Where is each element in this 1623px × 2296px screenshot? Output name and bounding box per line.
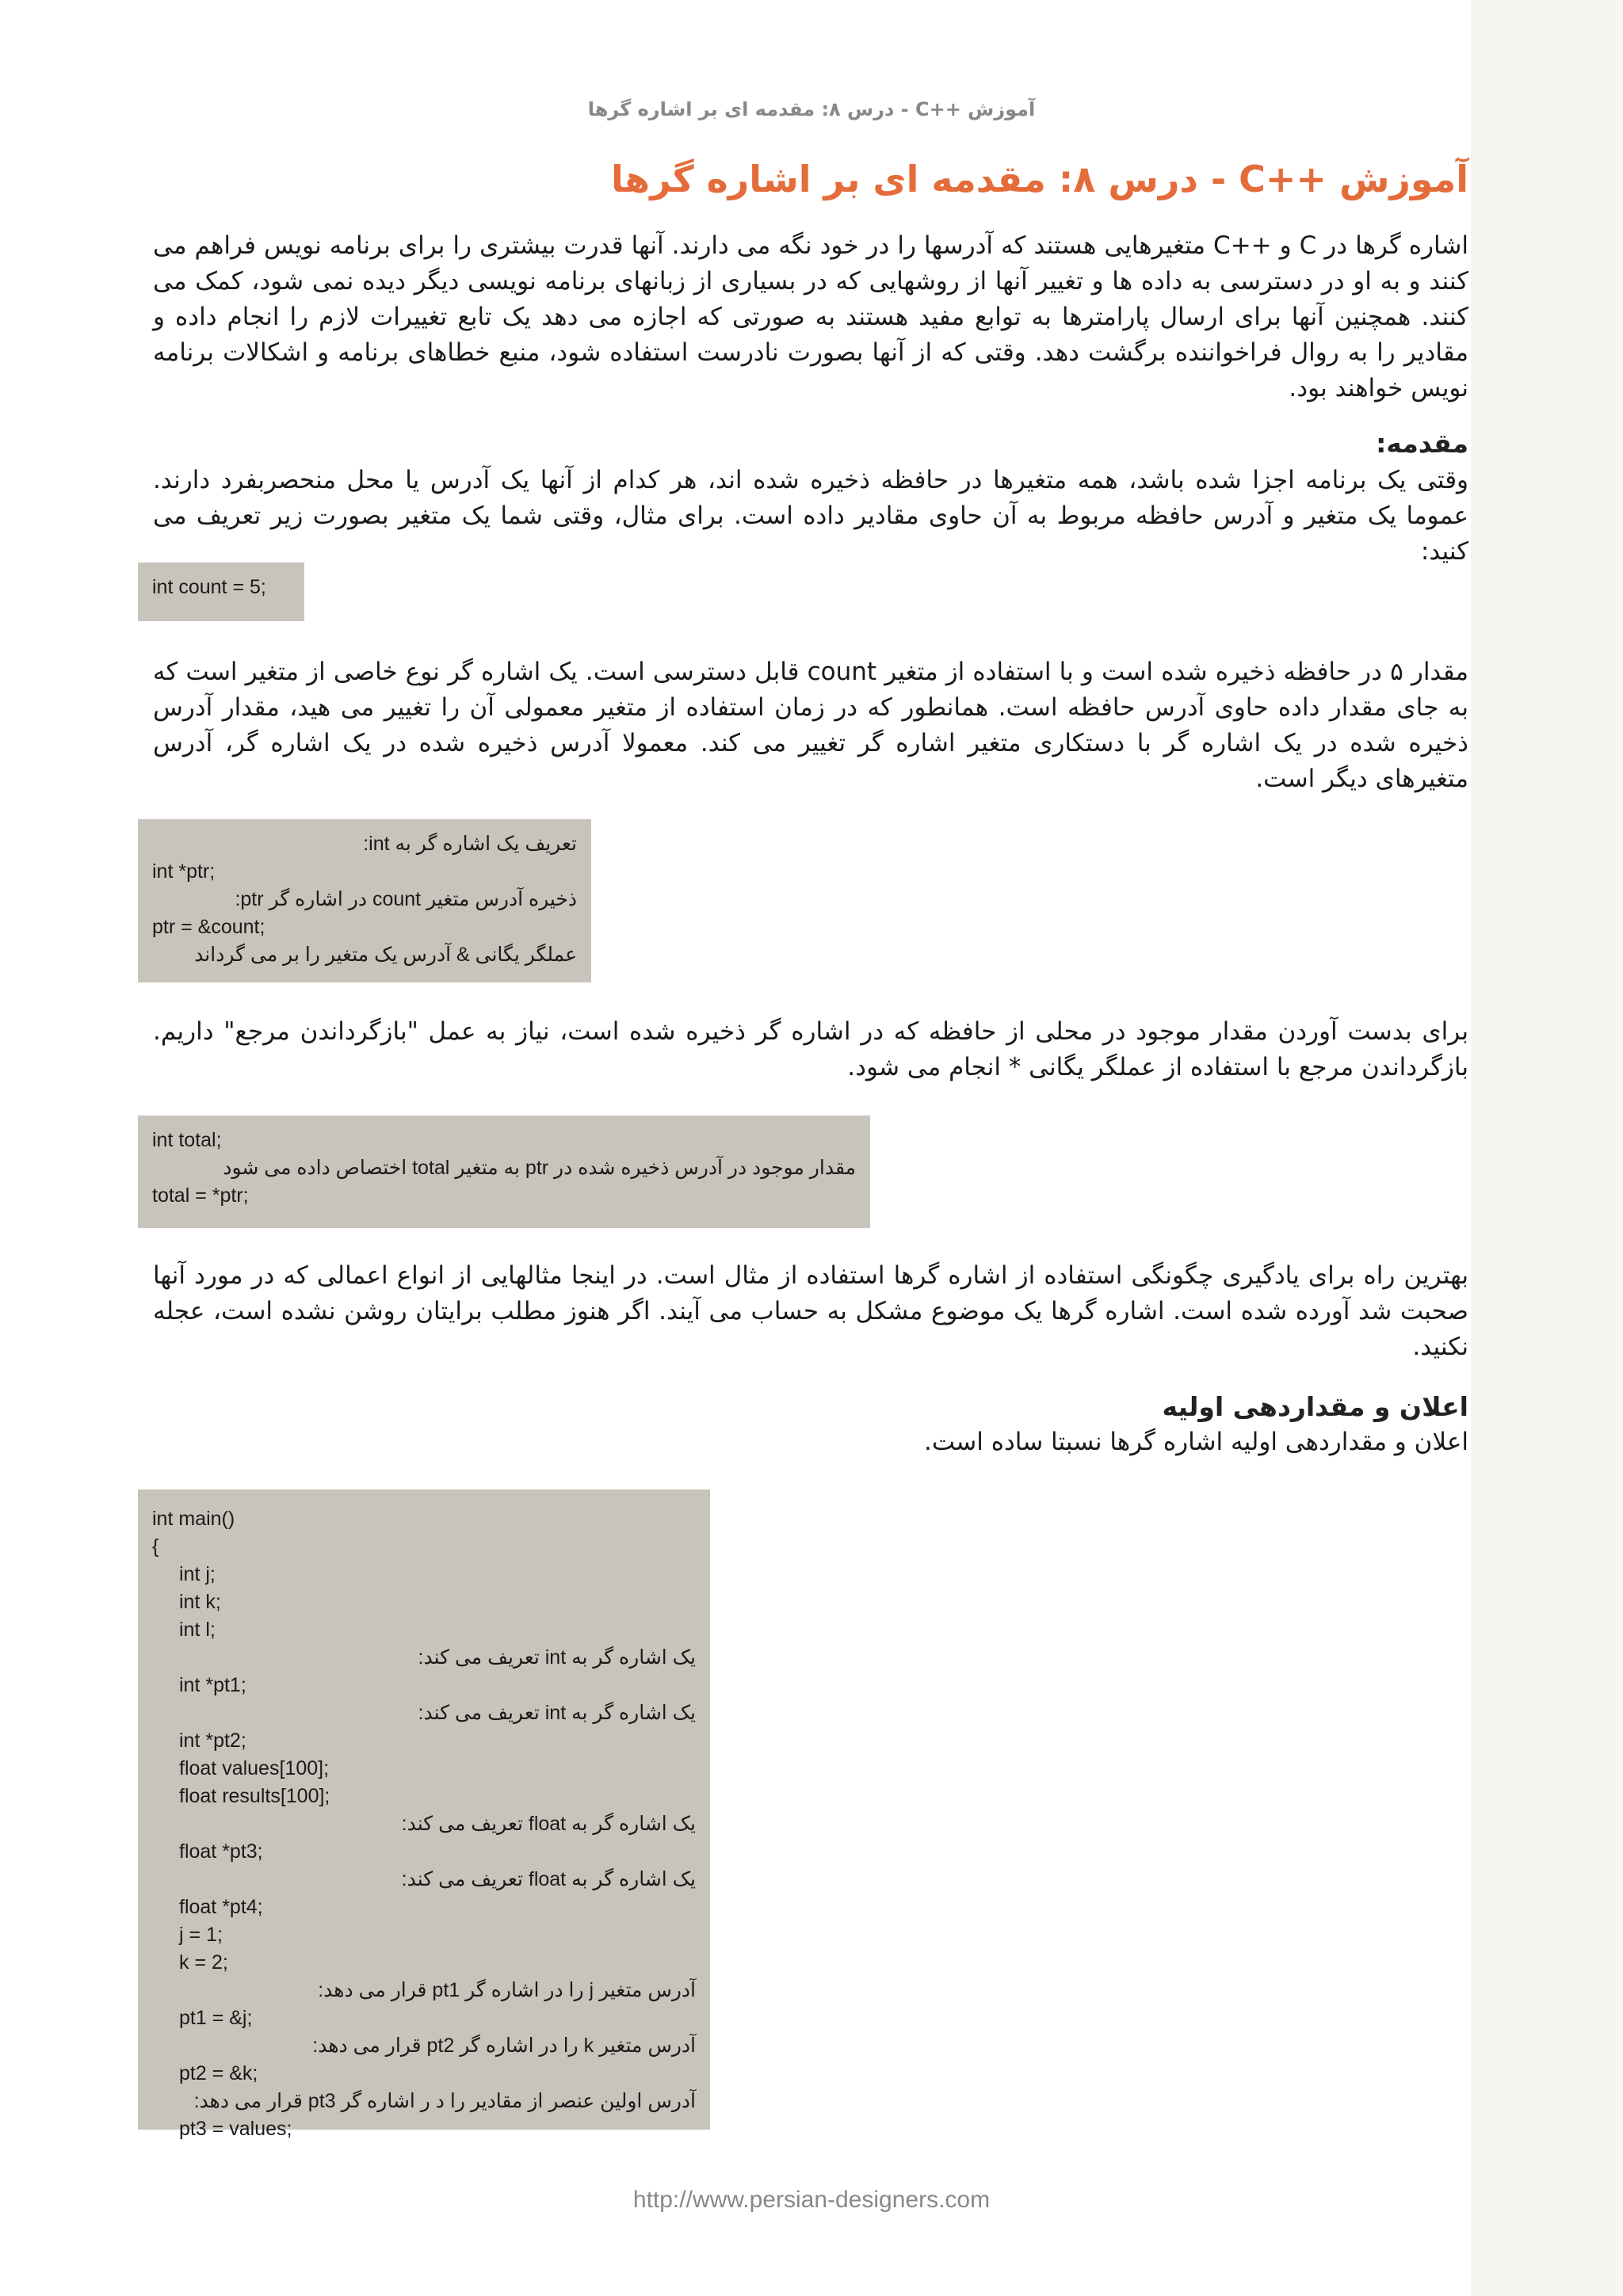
code-comment: یک اشاره گر به int تعریف می کند: [418, 1646, 696, 1669]
section-declaration-paragraph: اعلان و مقداردهی اولیه اشاره گرها نسبتا ساده است. [924, 1428, 1468, 1456]
footer-url: http://www.persian-designers.com [632, 2187, 991, 2213]
code-comment: ذخیره آدرس متغیر count در اشاره گر ptr: [235, 888, 577, 910]
code-line: ptr = &count; [152, 916, 265, 938]
section-intro-paragraph: وقتی یک برنامه اجزا شده باشد، همه متغیرها در حافظه ذخیره شده اند، هر کدام از آنها یک آدرس یا محل منحصربفرد دارند. عموما یک متغیر و آدرس حافظه مربوط به آن حاوی مقادیر داده است. برای مثال، وقتی شما یک متغیر بصورت زیر تعریف می کنید: [153, 466, 1468, 566]
code-comment: یک اشاره گر به float تعریف می کند: [401, 1868, 696, 1890]
code-comment: یک اشاره گر به int تعریف می کند: [418, 1702, 696, 1724]
code-line: { [152, 1535, 159, 1558]
code-comment: آدرس متغیر j را در اشاره گر pt1 قرار می دهد: [318, 1979, 696, 2001]
code-line: int l; [179, 1619, 216, 1641]
page-title: آموزش ++C - درس ۸: مقدمه ای بر اشاره گرها [611, 158, 1468, 200]
section-heading-declaration: اعلان و مقداردهی اولیه [1162, 1391, 1468, 1422]
code-line: int count = 5; [152, 576, 266, 598]
code-line: float *pt3; [179, 1840, 263, 1863]
code-line: int *pt1; [179, 1674, 246, 1696]
code-line: float values[100]; [179, 1757, 330, 1779]
code-line: int total; [152, 1129, 222, 1151]
code-line: pt1 = &j; [179, 2007, 253, 2029]
code-comment: مقدار موجود در آدرس ذخیره شده در ptr به متغیر total اختصاص داده می شود [223, 1157, 856, 1179]
page-margin-shade [1471, 0, 1623, 2296]
paragraph-after-code-2: برای بدست آوردن مقدار موجود در محلی از حافظه که در اشاره گر ذخیره شده است، نیاز به عمل "بازگرداندن مرجع" داریم. بازگرداندن مرجع با استفاده از عملگر یگانی * انجام می شود. [153, 1017, 1468, 1081]
code-comment: عملگر یگانی & آدرس یک متغیر را بر می گرداند [194, 944, 577, 966]
code-block-1 [138, 563, 304, 621]
code-block-2 [138, 819, 591, 982]
running-header: آموزش ++C - درس ۸: مقدمه ای بر اشاره گرها [587, 98, 1036, 120]
code-line: float results[100]; [179, 1785, 330, 1807]
intro-paragraph: اشاره گرها در C و ++C متغیرهایی هستند که آدرسها را در خود نگه می دارند. آنها قدرت بیشتری را برای برنامه نویس فراهم می کنند و به او در دسترسی به داده ها و تغییر آنها از روشهایی که در بسیاری از زبانهای برنامه نویسی دیگر دیده نمی شود، کمک می کنند. همچنین آنها برای ارسال پارامترها به توابع مفید هستند به صورتی که اجازه می دهد یک تابع تغییرات لازم را انجام داده و مقادیر را به روال فراخواننده برگشت دهد. وقتی که از آنها بصورت نادرست استفاده شود، منبع خطاهای برنامه و اشکالات برنامه نویس خواهند بود. [153, 231, 1468, 402]
code-line: total = *ptr; [152, 1184, 249, 1207]
paragraph-after-code-1: مقدار ۵ در حافظه ذخیره شده است و با استفاده از متغیر count قابل دسترسی است. یک اشاره گر نوع خاصی از متغیر است که به جای مقدار داده حاوی آدرس حافظه است. همانطور که در زمان استفاده از متغیر معمولی آن را تغییر می هید، مقدار آدرس ذخیره شده در یک اشاره گر با دستکاری متغیر اشاره گر تغییر می کند. معمولا آدرس ذخیره شده در یک اشاره گر، آدرس متغیرهای دیگر است. [153, 658, 1468, 793]
code-line: int main() [152, 1508, 235, 1530]
code-line: int j; [179, 1563, 216, 1585]
code-line: float *pt4; [179, 1896, 263, 1918]
code-block-4 [138, 1489, 710, 2140]
code-line: j = 1; [179, 1924, 223, 1946]
code-comment: آدرس اولین عنصر از مقادیر را د ر اشاره گر pt3 قرار می دهد: [193, 2090, 696, 2112]
code-comment: تعریف یک اشاره گر به int: [363, 833, 577, 855]
code-line: int *pt2; [179, 1730, 246, 1752]
code-line: int k; [179, 1591, 221, 1613]
code-line: pt2 = &k; [179, 2062, 258, 2084]
code-line: k = 2; [179, 1951, 228, 1974]
code-line: pt3 = values; [179, 2118, 292, 2140]
code-block-3 [138, 1116, 870, 1228]
code-comment: آدرس متغیر k را در اشاره گر pt2 قرار می دهد: [312, 2035, 696, 2057]
paragraph-after-code-3: بهترین راه برای یادگیری چگونگی استفاده از اشاره گرها استفاده از مثال است. در اینجا مثالهایی از انواع اعمالی که در مورد آنها صحبت شد آورده شده است. اشاره گرها یک موضوع مشکل به حساب می آیند. اگر هنوز مطلب برایتان روشن نشده است، عجله نکنید. [153, 1261, 1468, 1361]
section-heading-intro: مقدمه: [1376, 428, 1468, 459]
code-comment: یک اشاره گر به float تعریف می کند: [401, 1813, 696, 1835]
code-line: int *ptr; [152, 860, 216, 883]
